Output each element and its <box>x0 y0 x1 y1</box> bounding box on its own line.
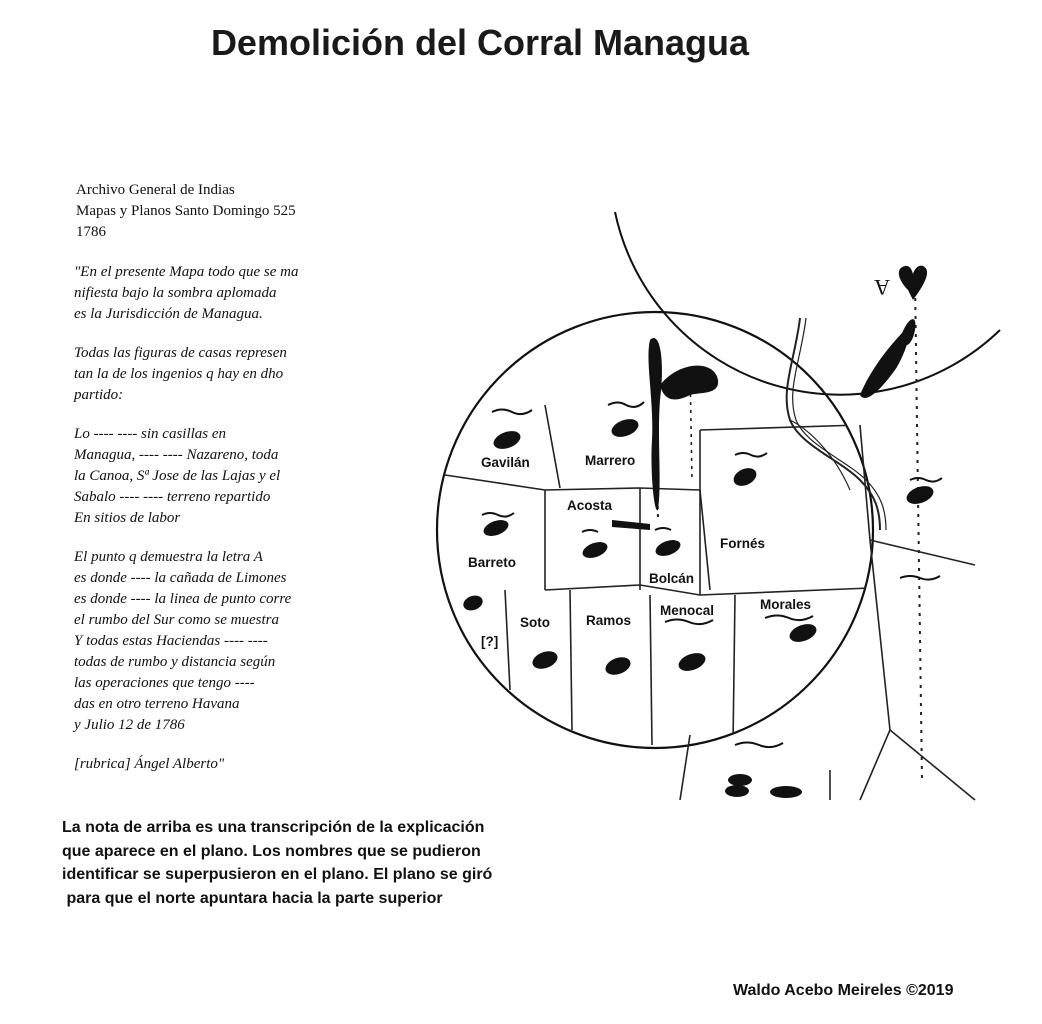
label-gavilan: Gavilán <box>481 455 530 470</box>
archive-line: Archivo General de Indias <box>76 182 235 198</box>
label-soto: Soto <box>520 615 550 630</box>
quote-line: das en otro terreno Havana <box>74 696 240 712</box>
quote-line: es donde ---- la linea de punto corre <box>74 591 292 607</box>
quote-line: En sitios de labor <box>74 510 181 526</box>
quote-line: el rumbo del Sur como se muestra <box>74 612 279 628</box>
label-barreto: Barreto <box>468 555 517 570</box>
quote-line: Sabalo ---- ---- terreno repartido <box>74 489 271 505</box>
quote-line: nifiesta bajo la sombra aplomada <box>74 285 277 301</box>
quote-line: partido: <box>74 387 124 403</box>
author-credit: Waldo Acebo Meireles ©2019 <box>733 982 954 999</box>
explanatory-note <box>62 816 582 910</box>
upper-arc <box>615 212 1000 395</box>
label-fornes: Fornés <box>720 536 766 551</box>
label-unknown: [?] <box>481 634 499 649</box>
quote-line: Todas las figuras de casas represen <box>74 345 287 361</box>
heart-marker <box>899 266 927 300</box>
quote-line: todas de rumbo y distancia según <box>74 654 276 670</box>
quote-line: Managua, ---- ---- Nazareno, toda <box>74 447 279 463</box>
archive-line: 1786 <box>76 224 106 240</box>
page-title: Demolición del Corral Managua <box>210 22 750 63</box>
quote-signature: [rubrica] Ángel Alberto" <box>74 756 225 772</box>
label-acosta: Acosta <box>567 498 613 513</box>
quote-line: El punto q demuestra la letra A <box>74 549 263 565</box>
letter-a-mark: A <box>874 275 890 300</box>
label-marrero: Marrero <box>585 453 636 468</box>
archive-line: Mapas y Planos Santo Domingo 525 <box>76 203 296 219</box>
quote-line: es donde ---- la cañada de Limones <box>74 570 287 586</box>
quote-line: las operaciones que tengo ---- <box>74 675 255 691</box>
quote-line: Y todas estas Haciendas ---- ---- <box>74 633 268 649</box>
quote-line: la Canoa, Sª Jose de las Lajas y el <box>74 468 281 484</box>
quote-line: Lo ---- ---- sin casillas en <box>74 426 227 442</box>
quote-line: tan la de los ingenios q hay en dho <box>74 366 284 382</box>
note-line: La nota de arriba es una transcripción de la explicación <box>62 819 485 836</box>
label-bolcan: Bolcán <box>649 571 695 586</box>
quote-line: "En el presente Mapa todo que se ma <box>74 264 299 280</box>
label-morales: Morales <box>760 597 812 612</box>
note-line: identificar se superpusieron en el plano. El plano se giró <box>62 866 493 883</box>
label-ramos: Ramos <box>586 613 632 628</box>
quote-line: y Julio 12 de 1786 <box>74 717 185 733</box>
note-line: para que el norte apuntara hacia la parte superior <box>62 889 443 907</box>
note-line: que aparece en el plano. Los nombres que se pudieron <box>62 842 481 860</box>
dotted-bearing-line <box>915 280 922 780</box>
label-menocal: Menocal <box>660 603 715 618</box>
quote-line: es la Jurisdicción de Managua. <box>74 306 263 322</box>
